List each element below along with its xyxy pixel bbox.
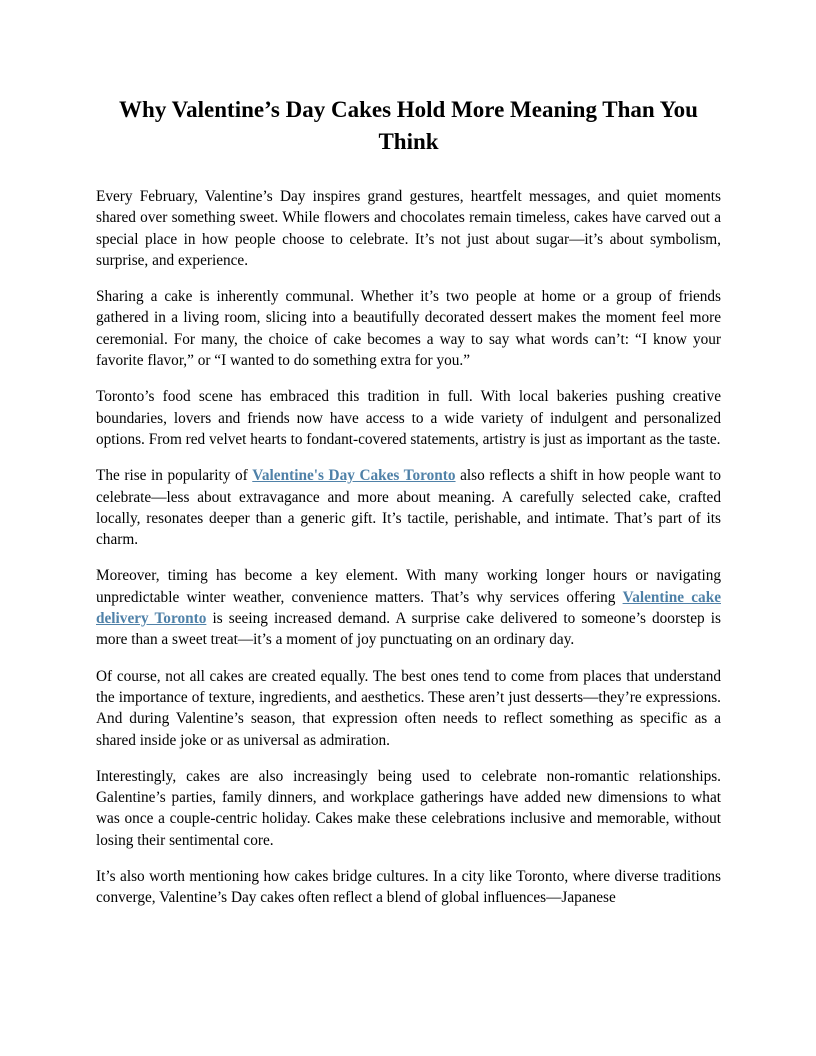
paragraph-4-text-before: The rise in popularity of <box>96 467 253 485</box>
document-page <box>96 94 721 924</box>
paragraph-1: Every February, Valentine’s Day inspires grand gestures, heartfelt messages, and quiet moments shared over something sweet. While flowers and chocolates remain timeless, cakes have carved out a special place in how people choose to celebrate. It’s not just about sugar—it’s about symbolism, surprise, and experience. <box>96 188 721 269</box>
paragraph-6: Of course, not all cakes are created equally. The best ones tend to come from places that understand the importance of texture, ingredients, and aesthetics. These aren’t just desserts—they’re expressions. And during Valentine’s season, that expression often needs to reflect something as specific as a shared inside joke or as universal as admiration. <box>96 667 721 749</box>
paragraph-4 <box>96 465 721 550</box>
paragraph-8: It’s also worth mentioning how cakes bridge cultures. In a city like Toronto, where diverse traditions converge, Valentine’s Day cakes often reflect a blend of global influences—Japanese <box>96 868 721 907</box>
valentines-day-cakes-toronto-link[interactable]: Valentine's Day Cakes Toronto <box>252 467 456 485</box>
valentine-cake-delivery-toronto-link[interactable]: Valentine cake delivery Toronto <box>96 588 721 628</box>
paragraph-5-text-before: Moreover, timing has become a key element. With many working longer hours or navigating unpredictable winter weather, convenience matters. That’s why services offering <box>96 567 721 606</box>
paragraph-7: Interestingly, cakes are also increasingly being used to celebrate non-romantic relationships. Galentine’s parties, family dinners, and workplace gatherings have added new dimensions to what was once a couple-centric holiday. Cakes make these celebrations inclusive and memorable, without losing their sentimental core. <box>96 767 721 849</box>
document-title: Why Valentine’s Day Cakes Hold More Meaning Than You Think <box>119 97 698 154</box>
paragraph-5-text-after: is seeing increased demand. A surprise cake delivered to someone’s doorstep is more than a sweet treat—it’s a moment of joy punctuating on an ordinary day. <box>96 610 721 649</box>
paragraph-5 <box>96 565 721 650</box>
paragraph-4-text-after: also reflects a shift in how people want to celebrate—less about extravagance and more about meaning. A carefully selected cake, crafted locally, resonates deeper than a generic gift. It’s tactile, perishable, and intimate. That’s part of its charm. <box>96 467 721 549</box>
paragraph-2: Sharing a cake is inherently communal. Whether it’s two people at home or a group of friends gathered in a living room, slicing into a beautifully decorated dessert makes the moment feel more ceremonial. For many, the choice of cake becomes a way to say what words can’t: “I know your favorite flavor,” or “I wanted to do something extra for you.” <box>96 288 721 370</box>
paragraph-3: Toronto’s food scene has embraced this tradition in full. With local bakeries pushing creative boundaries, lovers and friends now have access to a wide variety of indulgent and personalized options. From red velvet hearts to fondant-covered statements, artistry is just as important as the taste. <box>96 388 721 448</box>
